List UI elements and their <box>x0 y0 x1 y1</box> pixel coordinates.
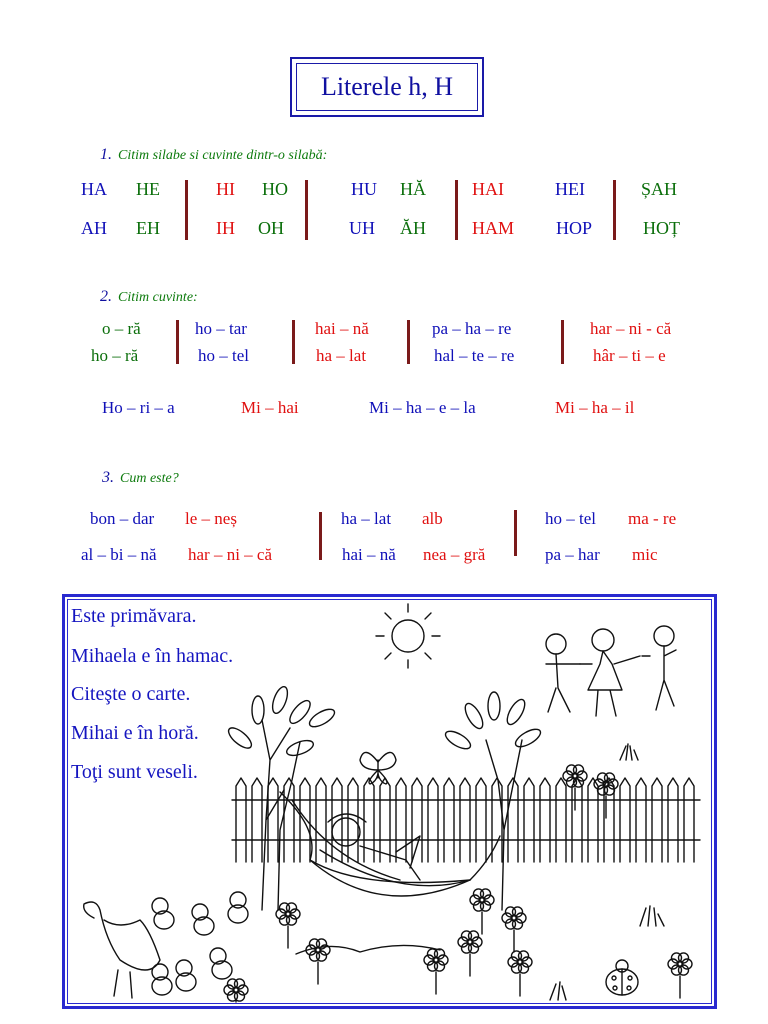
ex3-adjective: nea – gră <box>423 545 486 564</box>
flower-icon <box>276 903 300 948</box>
exercise3-heading-text: Cum este? <box>120 471 179 486</box>
fence-picket <box>588 778 598 862</box>
fence-picket <box>540 778 550 862</box>
ex1-word: HOP <box>556 218 593 238</box>
fence-picket <box>444 778 454 862</box>
ex2-word: ho – ră <box>91 346 139 365</box>
fence-picket <box>556 778 566 862</box>
exercise2-number: 2. <box>100 288 112 305</box>
ex2-word: hal – te – re <box>434 346 515 365</box>
ex3-word: ho – tel <box>545 509 596 528</box>
fence-picket <box>668 778 678 862</box>
flower-icon <box>458 931 482 976</box>
fence-picket <box>572 778 582 862</box>
ex1-syllable: HA <box>81 179 107 199</box>
fence-picket <box>476 778 486 862</box>
hen <box>84 902 160 998</box>
ex1-syllable: HU <box>351 179 377 199</box>
exercise2-heading-text: Citim cuvinte: <box>118 290 198 305</box>
right-tree <box>443 692 543 910</box>
flower-icon <box>502 907 526 952</box>
fence-picket <box>412 778 422 862</box>
ex1-syllable: AH <box>81 218 107 238</box>
butterfly-icon <box>360 752 396 784</box>
fence-picket <box>428 778 438 862</box>
ex3-adjective: har – ni – că <box>188 545 273 564</box>
ex1-word: HOȚ <box>643 218 680 238</box>
fence-picket <box>684 778 694 862</box>
exercise1-number: 1. <box>100 146 112 163</box>
ex2-word: ho – tar <box>195 319 247 338</box>
ex1-word: HEI <box>555 179 585 199</box>
ex3-adjective: alb <box>422 509 443 528</box>
story-line: Toţi sunt veseli. <box>71 761 198 783</box>
ex3-word: bon – dar <box>90 509 155 528</box>
fence-pickets <box>236 778 694 862</box>
fence-picket <box>524 778 534 862</box>
page-title: Literele h, H <box>320 72 454 101</box>
flower-icon <box>306 939 330 984</box>
ex2-word: ha – lat <box>316 346 367 365</box>
ex1-syllable: HO <box>262 179 288 199</box>
ex1-syllable: HI <box>216 179 235 199</box>
fence-picket <box>268 778 278 862</box>
ex1-word: HAI <box>472 179 504 199</box>
ex1-word: ȘAH <box>641 179 678 199</box>
ex2-word: hai – nă <box>315 319 369 338</box>
ex2-name: Ho – ri – a <box>102 398 175 417</box>
ex3-adjective: mic <box>632 545 658 564</box>
ex1-syllable: OH <box>258 218 284 238</box>
flower-icon <box>470 889 494 934</box>
story-line: Mihai e în horă. <box>71 722 199 744</box>
fence-picket <box>380 778 390 862</box>
ex3-adjective: le – neș <box>185 509 237 528</box>
ex2-name: Mi – ha – il <box>555 398 635 417</box>
flower-icon <box>224 979 248 1002</box>
flower-icon <box>508 951 532 996</box>
ladybug-icon <box>606 960 638 995</box>
fence-picket <box>236 778 246 862</box>
ex1-syllable: IH <box>216 218 235 238</box>
flower-icon <box>424 949 448 994</box>
ex1-syllable: UH <box>349 218 375 238</box>
ex3-word: al – bi – nă <box>81 545 157 564</box>
ex2-word: o – ră <box>102 319 141 338</box>
exercise1-heading-text: Citim silabe si cuvinte dintr-o silabă: <box>118 148 328 163</box>
fence-picket <box>252 778 262 862</box>
ex2-name: Mi – ha – e – la <box>369 398 476 417</box>
fence-picket <box>300 778 310 862</box>
ex3-adjective: ma - re <box>628 509 677 528</box>
ex3-word: ha – lat <box>341 509 392 528</box>
story-line: Este primăvara. <box>71 605 197 627</box>
fence-picket <box>604 778 614 862</box>
ex2-name: Mi – hai <box>241 398 299 417</box>
ex1-syllable: ĂH <box>400 218 426 238</box>
dancing-children <box>546 626 676 716</box>
fence-picket <box>620 778 630 862</box>
ex1-word: HAM <box>472 218 515 238</box>
ex1-syllable: EH <box>136 218 160 238</box>
story-line: Mihaela e în hamac. <box>71 645 234 667</box>
story-line: Citeşte o carte. <box>71 683 191 705</box>
flower-icon <box>668 953 692 998</box>
ex3-word: hai – nă <box>342 545 396 564</box>
ex2-word: pa – ha – re <box>432 319 512 338</box>
fence-picket <box>652 778 662 862</box>
ex2-word: hâr – ti – e <box>593 346 666 365</box>
ex2-word: har – ni - că <box>590 319 672 338</box>
ex1-syllable: HE <box>136 179 160 199</box>
exercise3-number: 3. <box>102 469 114 486</box>
fence-picket <box>508 778 518 862</box>
left-tree <box>225 685 337 910</box>
fence-picket <box>636 778 646 862</box>
sun-icon <box>376 604 440 668</box>
fence-picket <box>460 778 470 862</box>
ex2-word: ho – tel <box>198 346 249 365</box>
ex1-syllable: HĂ <box>400 179 426 199</box>
fence-picket <box>316 778 326 862</box>
ex3-word: pa – har <box>545 545 600 564</box>
